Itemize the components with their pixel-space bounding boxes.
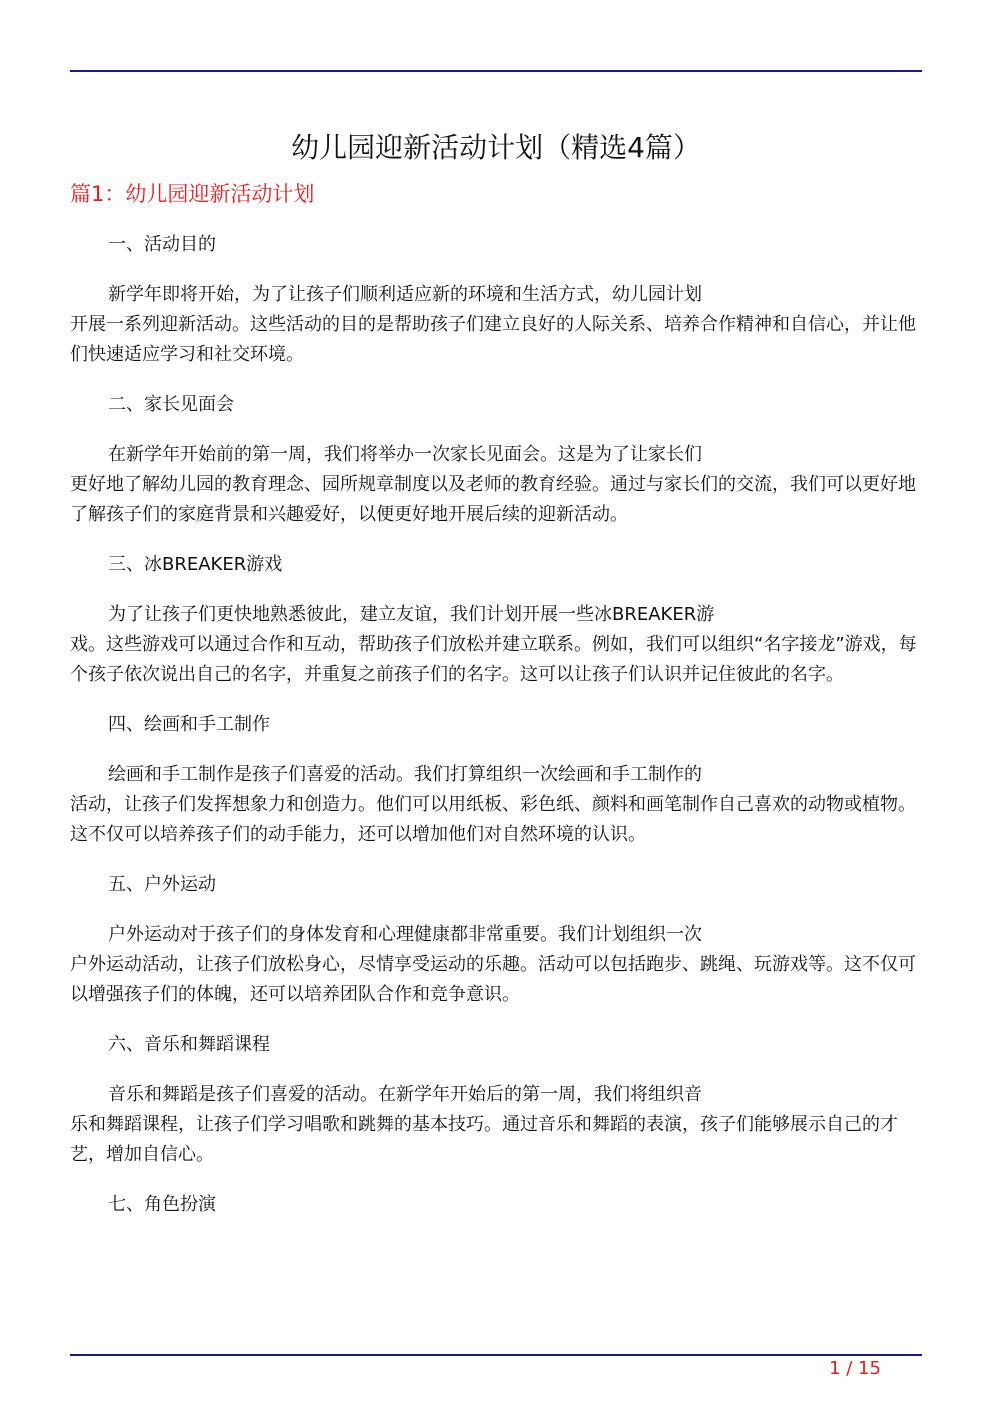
section-heading: 一、活动目的 [108, 234, 216, 255]
footer-rule [70, 1354, 922, 1356]
section-paragraph [70, 440, 922, 530]
section-paragraph [70, 760, 922, 850]
section-paragraph [70, 920, 922, 1010]
paragraph-body: 户外运动活动，让孩子们放松身心，尽情享受运动的乐趣。活动可以包括跑步、跳绳、玩游戏等。这不仅可以增强孩子们的体魄，还可以培养团队合作和竞争意识。 [70, 954, 916, 1005]
section-heading: 五、户外运动 [108, 874, 216, 895]
section-heading: 二、家长见面会 [108, 394, 234, 415]
paragraph-body: 活动，让孩子们发挥想象力和创造力。他们可以用纸板、彩色纸、颜料和画笔制作自己喜欢的动物或植物。这不仅可以培养孩子们的动手能力，还可以增加他们对自然环境的认识。 [70, 794, 916, 845]
paragraph-first-line: 绘画和手工制作是孩子们喜爱的活动。我们打算组织一次绘画和手工制作的 [108, 764, 702, 785]
paragraph-first-line: 在新学年开始前的第一周，我们将举办一次家长见面会。这是为了让家长们 [108, 444, 702, 465]
section-paragraph [70, 1080, 922, 1170]
page-content [70, 128, 922, 1240]
paragraph-first-line: 新学年即将开始，为了让孩子们顺利适应新的环境和生活方式，幼儿园计划 [108, 284, 702, 305]
paragraph-body: 开展一系列迎新活动。这些活动的目的是帮助孩子们建立良好的人际关系、培养合作精神和自信心，并让他们快速适应学习和社交环境。 [70, 314, 916, 365]
section-heading: 四、绘画和手工制作 [108, 714, 270, 735]
paragraph-body: 乐和舞蹈课程，让孩子们学习唱歌和跳舞的基本技巧。通过音乐和舞蹈的表演，孩子们能够展示自己的才艺，增加自信心。 [70, 1114, 898, 1165]
paragraph-first-line: 音乐和舞蹈是孩子们喜爱的活动。在新学年开始后的第一周，我们将组织音 [108, 1084, 702, 1105]
paragraph-first-line: 为了让孩子们更快地熟悉彼此，建立友谊，我们计划开展一些冰BREAKER游 [108, 604, 715, 625]
chapter-title: 篇1：幼儿园迎新活动计划 [70, 182, 315, 206]
header-rule [70, 70, 922, 72]
section-heading: 三、冰BREAKER游戏 [108, 554, 283, 575]
section-paragraph [70, 280, 922, 370]
paragraph-body: 更好地了解幼儿园的教育理念、园所规章制度以及老师的教育经验。通过与家长们的交流，我们可以更好地了解孩子们的家庭背景和兴趣爱好，以便更好地开展后续的迎新活动。 [70, 474, 916, 525]
section-heading: 六、音乐和舞蹈课程 [108, 1034, 270, 1055]
document-title: 幼儿园迎新活动计划（精选4篇） [291, 131, 701, 164]
paragraph-first-line: 户外运动对于孩子们的身体发育和心理健康都非常重要。我们计划组织一次 [108, 924, 702, 945]
section-paragraph [70, 600, 922, 690]
paragraph-body: 戏。这些游戏可以通过合作和互动，帮助孩子们放松并建立联系。例如，我们可以组织“名字接龙”游戏，每个孩子依次说出自己的名字，并重复之前孩子们的名字。这可以让孩子们认识并记住彼此的名字。 [70, 634, 917, 685]
section-heading: 七、角色扮演 [108, 1194, 216, 1215]
page-indicator: 1 / 15 [829, 1358, 881, 1379]
